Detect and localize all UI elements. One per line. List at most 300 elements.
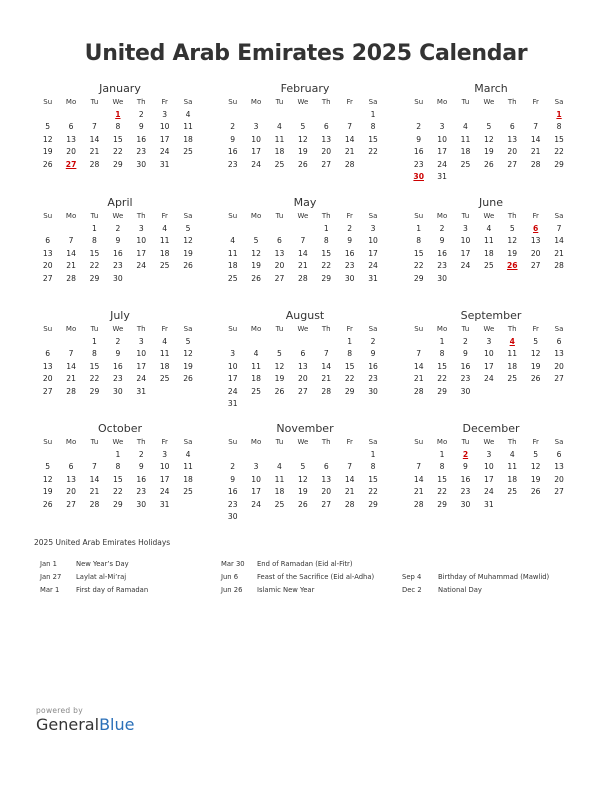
day-cell[interactable]: 17 bbox=[136, 361, 147, 371]
day-cell[interactable]: 19 bbox=[298, 487, 308, 496]
day-cell[interactable]: 21 bbox=[344, 487, 355, 496]
day-cell[interactable]: 25 bbox=[227, 273, 238, 283]
day-cell[interactable]: 10 bbox=[136, 349, 147, 358]
day-cell[interactable]: 22 bbox=[437, 374, 447, 383]
day-cell[interactable]: 29 bbox=[344, 386, 355, 396]
day-cell[interactable]: 24 bbox=[136, 261, 147, 270]
day-cell[interactable]: 16 bbox=[460, 361, 471, 371]
day-cell[interactable]: 3 bbox=[463, 223, 468, 233]
day-cell[interactable]: 10 bbox=[227, 361, 238, 371]
day-cell[interactable]: 6 bbox=[68, 462, 74, 471]
day-cell[interactable]: 23 bbox=[413, 159, 424, 169]
day-cell[interactable]: 6 bbox=[45, 349, 51, 358]
day-cell[interactable]: 8 bbox=[439, 462, 445, 471]
day-cell[interactable]: 6 bbox=[556, 449, 562, 459]
day-cell[interactable]: 1 bbox=[416, 223, 422, 233]
day-cell[interactable]: 25 bbox=[460, 159, 471, 169]
day-cell[interactable]: 19 bbox=[42, 487, 53, 496]
day-cell[interactable]: 20 bbox=[554, 361, 564, 371]
day-cell[interactable]: 4 bbox=[277, 122, 282, 131]
day-cell[interactable]: 9 bbox=[439, 236, 445, 245]
day-cell[interactable]: 21 bbox=[344, 147, 355, 156]
day-cell[interactable]: 11 bbox=[274, 134, 285, 144]
day-cell[interactable]: 19 bbox=[507, 248, 518, 258]
day-cell[interactable]: 20 bbox=[42, 261, 53, 270]
day-cell[interactable]: 9 bbox=[138, 462, 144, 471]
day-cell[interactable]: 30 bbox=[344, 273, 355, 283]
day-cell[interactable]: 2 bbox=[230, 122, 236, 131]
day-cell[interactable]: 17 bbox=[437, 147, 447, 156]
day-cell[interactable]: 16 bbox=[113, 248, 123, 258]
day-cell[interactable]: 4 bbox=[509, 449, 515, 459]
day-cell[interactable]: 17 bbox=[159, 134, 170, 144]
day-cell[interactable]: 18 bbox=[274, 487, 285, 496]
day-cell[interactable]: 29 bbox=[368, 499, 378, 509]
day-cell[interactable]: 26 bbox=[42, 159, 53, 169]
day-cell[interactable]: 19 bbox=[530, 474, 541, 484]
day-cell[interactable]: 17 bbox=[484, 361, 494, 371]
day-cell[interactable]: 25 bbox=[183, 487, 193, 496]
day-cell[interactable]: 16 bbox=[136, 134, 147, 144]
day-cell[interactable]: 1 bbox=[370, 109, 376, 119]
day-cell[interactable]: 26 bbox=[42, 499, 53, 509]
day-cell[interactable]: 15 bbox=[437, 474, 447, 484]
day-cell[interactable]: 2 bbox=[230, 462, 236, 471]
day-cell[interactable]: 8 bbox=[556, 122, 562, 131]
day-cell[interactable]: 4 bbox=[185, 109, 191, 119]
day-cell[interactable]: 2 bbox=[416, 122, 422, 131]
day-cell[interactable]: 21 bbox=[321, 374, 332, 383]
day-cell[interactable]: 15 bbox=[554, 134, 564, 144]
day-cell[interactable]: 31 bbox=[227, 399, 238, 408]
day-cell[interactable]: 9 bbox=[463, 349, 468, 358]
day-cell[interactable]: 2 bbox=[463, 336, 468, 346]
day-cell[interactable]: 1 bbox=[439, 336, 445, 346]
day-cell[interactable]: 18 bbox=[251, 374, 261, 383]
day-cell[interactable]: 15 bbox=[368, 134, 378, 144]
day-cell[interactable]: 29 bbox=[321, 273, 332, 283]
day-cell[interactable]: 4 bbox=[230, 236, 236, 245]
day-cell[interactable]: 16 bbox=[136, 474, 147, 484]
day-cell[interactable]: 12 bbox=[183, 349, 193, 358]
day-cell[interactable]: 19 bbox=[183, 361, 193, 371]
day-cell[interactable]: 11 bbox=[251, 361, 261, 371]
day-cell[interactable]: 8 bbox=[92, 349, 97, 358]
day-cell[interactable]: 8 bbox=[370, 462, 376, 471]
day-cell[interactable]: 2 bbox=[115, 223, 121, 233]
day-cell[interactable]: 18 bbox=[227, 261, 238, 270]
day-cell[interactable]: 7 bbox=[416, 349, 422, 358]
holiday-day-cell[interactable]: 6 bbox=[533, 223, 539, 233]
day-cell[interactable]: 23 bbox=[460, 487, 471, 496]
day-cell[interactable]: 5 bbox=[300, 462, 306, 471]
day-cell[interactable]: 3 bbox=[162, 449, 168, 459]
day-cell[interactable]: 27 bbox=[66, 499, 76, 509]
day-cell[interactable]: 16 bbox=[113, 361, 123, 371]
day-cell[interactable]: 5 bbox=[486, 122, 492, 131]
day-cell[interactable]: 5 bbox=[45, 462, 51, 471]
day-cell[interactable]: 28 bbox=[66, 273, 76, 283]
day-cell[interactable]: 18 bbox=[159, 361, 170, 371]
holiday-day-cell[interactable]: 1 bbox=[556, 109, 562, 119]
day-cell[interactable]: 22 bbox=[437, 487, 447, 496]
day-cell[interactable]: 4 bbox=[253, 349, 259, 358]
day-cell[interactable]: 4 bbox=[463, 122, 468, 131]
day-cell[interactable]: 22 bbox=[368, 147, 378, 156]
day-cell[interactable]: 20 bbox=[42, 374, 53, 383]
day-cell[interactable]: 6 bbox=[277, 236, 282, 245]
day-cell[interactable]: 30 bbox=[437, 273, 447, 283]
day-cell[interactable]: 16 bbox=[227, 147, 238, 156]
day-cell[interactable]: 27 bbox=[298, 386, 308, 396]
day-cell[interactable]: 15 bbox=[368, 474, 378, 484]
day-cell[interactable]: 11 bbox=[507, 462, 518, 471]
day-cell[interactable]: 28 bbox=[413, 386, 424, 396]
day-cell[interactable]: 13 bbox=[321, 134, 332, 144]
day-cell[interactable]: 3 bbox=[439, 122, 445, 131]
day-cell[interactable]: 21 bbox=[89, 147, 100, 156]
day-cell[interactable]: 24 bbox=[484, 487, 494, 496]
day-cell[interactable]: 3 bbox=[138, 223, 144, 233]
day-cell[interactable]: 7 bbox=[92, 462, 97, 471]
day-cell[interactable]: 3 bbox=[162, 109, 168, 119]
day-cell[interactable]: 6 bbox=[323, 122, 329, 131]
day-cell[interactable]: 23 bbox=[460, 374, 471, 383]
day-cell[interactable]: 23 bbox=[368, 374, 378, 383]
day-cell[interactable]: 29 bbox=[437, 386, 447, 396]
day-cell[interactable]: 21 bbox=[89, 487, 100, 496]
day-cell[interactable]: 8 bbox=[416, 236, 422, 245]
day-cell[interactable]: 11 bbox=[484, 236, 494, 245]
day-cell[interactable]: 13 bbox=[66, 474, 76, 484]
day-cell[interactable]: 7 bbox=[300, 236, 306, 245]
day-cell[interactable]: 1 bbox=[439, 449, 445, 459]
day-cell[interactable]: 12 bbox=[183, 236, 193, 245]
day-cell[interactable]: 20 bbox=[298, 374, 308, 383]
day-cell[interactable]: 29 bbox=[113, 499, 123, 509]
day-cell[interactable]: 25 bbox=[507, 374, 518, 383]
day-cell[interactable]: 26 bbox=[251, 273, 261, 283]
day-cell[interactable]: 12 bbox=[42, 474, 53, 484]
day-cell[interactable]: 24 bbox=[136, 374, 147, 383]
day-cell[interactable]: 2 bbox=[439, 223, 445, 233]
day-cell[interactable]: 16 bbox=[344, 248, 355, 258]
day-cell[interactable]: 12 bbox=[530, 462, 541, 471]
day-cell[interactable]: 21 bbox=[298, 261, 308, 270]
day-cell[interactable]: 10 bbox=[159, 122, 170, 131]
day-cell[interactable]: 24 bbox=[484, 374, 494, 383]
day-cell[interactable]: 24 bbox=[159, 147, 170, 156]
day-cell[interactable]: 26 bbox=[298, 159, 308, 169]
day-cell[interactable]: 27 bbox=[274, 273, 285, 283]
day-cell[interactable]: 28 bbox=[554, 261, 564, 270]
day-cell[interactable]: 15 bbox=[113, 134, 123, 144]
day-cell[interactable]: 29 bbox=[89, 273, 100, 283]
day-cell[interactable]: 3 bbox=[138, 336, 144, 346]
day-cell[interactable]: 8 bbox=[115, 122, 121, 131]
day-cell[interactable]: 16 bbox=[437, 248, 447, 258]
day-cell[interactable]: 3 bbox=[370, 223, 376, 233]
day-cell[interactable]: 7 bbox=[533, 122, 539, 131]
day-cell[interactable]: 13 bbox=[507, 134, 518, 144]
day-cell[interactable]: 12 bbox=[484, 134, 494, 144]
day-cell[interactable]: 21 bbox=[413, 374, 424, 383]
day-cell[interactable]: 27 bbox=[554, 487, 564, 496]
day-cell[interactable]: 14 bbox=[530, 134, 541, 144]
day-cell[interactable]: 21 bbox=[554, 248, 564, 258]
day-cell[interactable]: 31 bbox=[484, 499, 494, 509]
day-cell[interactable]: 10 bbox=[136, 236, 147, 245]
day-cell[interactable]: 15 bbox=[413, 248, 424, 258]
day-cell[interactable]: 7 bbox=[92, 122, 97, 131]
day-cell[interactable]: 4 bbox=[162, 223, 168, 233]
day-cell[interactable]: 20 bbox=[554, 474, 564, 484]
day-cell[interactable]: 30 bbox=[113, 273, 123, 283]
day-cell[interactable]: 2 bbox=[347, 223, 353, 233]
day-cell[interactable]: 20 bbox=[66, 147, 76, 156]
day-cell[interactable]: 30 bbox=[136, 499, 147, 509]
day-cell[interactable]: 4 bbox=[277, 462, 282, 471]
day-cell[interactable]: 22 bbox=[89, 374, 100, 383]
day-cell[interactable]: 16 bbox=[413, 147, 424, 156]
day-cell[interactable]: 18 bbox=[274, 147, 285, 156]
day-cell[interactable]: 9 bbox=[347, 236, 353, 245]
day-cell[interactable]: 15 bbox=[89, 361, 100, 371]
holiday-day-cell[interactable]: 26 bbox=[506, 261, 518, 270]
day-cell[interactable]: 5 bbox=[509, 223, 515, 233]
day-cell[interactable]: 30 bbox=[460, 386, 471, 396]
day-cell[interactable]: 24 bbox=[437, 159, 447, 169]
day-cell[interactable]: 13 bbox=[554, 462, 564, 471]
day-cell[interactable]: 13 bbox=[530, 236, 541, 245]
day-cell[interactable]: 4 bbox=[162, 336, 168, 346]
day-cell[interactable]: 17 bbox=[159, 474, 170, 484]
day-cell[interactable]: 3 bbox=[486, 336, 492, 346]
day-cell[interactable]: 23 bbox=[227, 159, 238, 169]
day-cell[interactable]: 26 bbox=[183, 261, 193, 270]
day-cell[interactable]: 5 bbox=[277, 349, 282, 358]
day-cell[interactable]: 13 bbox=[554, 349, 564, 358]
day-cell[interactable]: 24 bbox=[251, 159, 261, 169]
day-cell[interactable]: 28 bbox=[344, 499, 355, 509]
day-cell[interactable]: 11 bbox=[507, 349, 518, 358]
day-cell[interactable]: 15 bbox=[321, 248, 332, 258]
day-cell[interactable]: 22 bbox=[113, 147, 123, 156]
day-cell[interactable]: 27 bbox=[507, 159, 518, 169]
day-cell[interactable]: 1 bbox=[92, 223, 97, 233]
day-cell[interactable]: 23 bbox=[227, 499, 238, 509]
day-cell[interactable]: 27 bbox=[321, 159, 332, 169]
day-cell[interactable]: 7 bbox=[347, 122, 353, 131]
day-cell[interactable]: 23 bbox=[113, 261, 123, 270]
day-cell[interactable]: 6 bbox=[556, 336, 562, 346]
day-cell[interactable]: 28 bbox=[66, 386, 76, 396]
day-cell[interactable]: 25 bbox=[274, 159, 285, 169]
day-cell[interactable]: 3 bbox=[253, 122, 259, 131]
day-cell[interactable]: 24 bbox=[227, 386, 238, 396]
day-cell[interactable]: 5 bbox=[300, 122, 306, 131]
day-cell[interactable]: 24 bbox=[460, 261, 471, 270]
day-cell[interactable]: 27 bbox=[42, 386, 53, 396]
day-cell[interactable]: 1 bbox=[370, 449, 376, 459]
day-cell[interactable]: 11 bbox=[183, 462, 193, 471]
day-cell[interactable]: 22 bbox=[368, 487, 378, 496]
day-cell[interactable]: 11 bbox=[159, 349, 170, 358]
day-cell[interactable]: 8 bbox=[370, 122, 376, 131]
day-cell[interactable]: 23 bbox=[136, 147, 147, 156]
day-cell[interactable]: 11 bbox=[274, 474, 285, 484]
day-cell[interactable]: 10 bbox=[159, 462, 170, 471]
day-cell[interactable]: 8 bbox=[92, 236, 97, 245]
day-cell[interactable]: 12 bbox=[251, 248, 261, 258]
day-cell[interactable]: 20 bbox=[274, 261, 285, 270]
day-cell[interactable]: 31 bbox=[159, 499, 170, 509]
day-cell[interactable]: 9 bbox=[370, 349, 376, 358]
day-cell[interactable]: 16 bbox=[460, 474, 471, 484]
day-cell[interactable]: 15 bbox=[113, 474, 123, 484]
day-cell[interactable]: 23 bbox=[437, 261, 447, 270]
day-cell[interactable]: 6 bbox=[68, 122, 74, 131]
day-cell[interactable]: 13 bbox=[321, 474, 332, 484]
day-cell[interactable]: 6 bbox=[323, 462, 329, 471]
day-cell[interactable]: 13 bbox=[66, 134, 76, 144]
day-cell[interactable]: 28 bbox=[298, 273, 308, 283]
day-cell[interactable]: 25 bbox=[251, 386, 261, 396]
day-cell[interactable]: 20 bbox=[321, 487, 332, 496]
day-cell[interactable]: 9 bbox=[230, 474, 236, 484]
day-cell[interactable]: 15 bbox=[437, 361, 447, 371]
day-cell[interactable]: 5 bbox=[253, 236, 259, 245]
day-cell[interactable]: 12 bbox=[274, 361, 285, 371]
day-cell[interactable]: 13 bbox=[42, 361, 53, 371]
day-cell[interactable]: 6 bbox=[45, 236, 51, 245]
day-cell[interactable]: 18 bbox=[183, 134, 193, 144]
day-cell[interactable]: 18 bbox=[507, 474, 518, 484]
day-cell[interactable]: 10 bbox=[251, 474, 261, 484]
day-cell[interactable]: 22 bbox=[89, 261, 100, 270]
day-cell[interactable]: 18 bbox=[460, 147, 471, 156]
day-cell[interactable]: 14 bbox=[344, 134, 355, 144]
day-cell[interactable]: 6 bbox=[300, 349, 306, 358]
day-cell[interactable]: 19 bbox=[298, 147, 308, 156]
day-cell[interactable]: 23 bbox=[136, 487, 147, 496]
day-cell[interactable]: 14 bbox=[66, 248, 76, 258]
day-cell[interactable]: 29 bbox=[113, 159, 123, 169]
day-cell[interactable]: 25 bbox=[159, 374, 170, 383]
day-cell[interactable]: 17 bbox=[251, 487, 261, 496]
day-cell[interactable]: 27 bbox=[554, 374, 564, 383]
day-cell[interactable]: 15 bbox=[89, 248, 100, 258]
day-cell[interactable]: 25 bbox=[274, 499, 285, 509]
day-cell[interactable]: 9 bbox=[115, 349, 121, 358]
day-cell[interactable]: 22 bbox=[321, 261, 332, 270]
day-cell[interactable]: 24 bbox=[368, 261, 378, 270]
day-cell[interactable]: 7 bbox=[68, 349, 74, 358]
day-cell[interactable]: 10 bbox=[484, 462, 494, 471]
day-cell[interactable]: 3 bbox=[230, 349, 236, 358]
day-cell[interactable]: 18 bbox=[507, 361, 518, 371]
day-cell[interactable]: 13 bbox=[42, 248, 53, 258]
day-cell[interactable]: 18 bbox=[183, 474, 193, 484]
day-cell[interactable]: 13 bbox=[274, 248, 285, 258]
day-cell[interactable]: 5 bbox=[533, 449, 539, 459]
day-cell[interactable]: 28 bbox=[530, 159, 541, 169]
day-cell[interactable]: 28 bbox=[89, 159, 100, 169]
day-cell[interactable]: 12 bbox=[507, 236, 518, 245]
day-cell[interactable]: 25 bbox=[159, 261, 170, 270]
day-cell[interactable]: 23 bbox=[344, 261, 355, 270]
day-cell[interactable]: 12 bbox=[298, 474, 308, 484]
day-cell[interactable]: 8 bbox=[115, 462, 121, 471]
holiday-day-cell[interactable]: 30 bbox=[413, 172, 424, 181]
day-cell[interactable]: 29 bbox=[554, 159, 564, 169]
day-cell[interactable]: 2 bbox=[115, 336, 121, 346]
day-cell[interactable]: 12 bbox=[42, 134, 53, 144]
day-cell[interactable]: 27 bbox=[321, 499, 332, 509]
day-cell[interactable]: 23 bbox=[113, 374, 123, 383]
day-cell[interactable]: 13 bbox=[298, 361, 308, 371]
day-cell[interactable]: 8 bbox=[347, 349, 353, 358]
day-cell[interactable]: 24 bbox=[251, 499, 261, 509]
day-cell[interactable]: 16 bbox=[227, 487, 238, 496]
day-cell[interactable]: 25 bbox=[183, 147, 193, 156]
day-cell[interactable]: 7 bbox=[416, 462, 422, 471]
day-cell[interactable]: 10 bbox=[460, 236, 471, 245]
day-cell[interactable]: 19 bbox=[183, 248, 193, 258]
day-cell[interactable]: 1 bbox=[92, 336, 97, 346]
day-cell[interactable]: 20 bbox=[321, 147, 332, 156]
day-cell[interactable]: 9 bbox=[230, 134, 236, 144]
day-cell[interactable]: 27 bbox=[42, 273, 53, 283]
day-cell[interactable]: 11 bbox=[460, 134, 471, 144]
day-cell[interactable]: 26 bbox=[183, 374, 193, 383]
day-cell[interactable]: 9 bbox=[115, 236, 121, 245]
day-cell[interactable]: 14 bbox=[66, 361, 76, 371]
day-cell[interactable]: 29 bbox=[437, 499, 447, 509]
day-cell[interactable]: 26 bbox=[484, 159, 494, 169]
day-cell[interactable]: 7 bbox=[323, 349, 329, 358]
day-cell[interactable]: 30 bbox=[136, 159, 147, 169]
day-cell[interactable]: 2 bbox=[138, 109, 144, 119]
day-cell[interactable]: 7 bbox=[556, 223, 562, 233]
day-cell[interactable]: 21 bbox=[66, 374, 76, 383]
day-cell[interactable]: 7 bbox=[347, 462, 353, 471]
day-cell[interactable]: 28 bbox=[344, 159, 355, 169]
day-cell[interactable]: 21 bbox=[413, 487, 424, 496]
day-cell[interactable]: 25 bbox=[507, 487, 518, 496]
day-cell[interactable]: 28 bbox=[413, 499, 424, 509]
day-cell[interactable]: 15 bbox=[344, 361, 355, 371]
day-cell[interactable]: 4 bbox=[185, 449, 191, 459]
day-cell[interactable]: 11 bbox=[227, 248, 238, 258]
day-cell[interactable]: 1 bbox=[347, 336, 353, 346]
day-cell[interactable]: 30 bbox=[113, 386, 123, 396]
day-cell[interactable]: 3 bbox=[486, 449, 492, 459]
day-cell[interactable]: 26 bbox=[530, 487, 541, 496]
day-cell[interactable]: 3 bbox=[253, 462, 259, 471]
day-cell[interactable]: 14 bbox=[89, 134, 100, 144]
day-cell[interactable]: 10 bbox=[484, 349, 494, 358]
day-cell[interactable]: 22 bbox=[344, 374, 355, 383]
day-cell[interactable]: 26 bbox=[274, 386, 285, 396]
day-cell[interactable]: 25 bbox=[484, 261, 494, 270]
day-cell[interactable]: 26 bbox=[530, 374, 541, 383]
day-cell[interactable]: 9 bbox=[416, 134, 422, 144]
holiday-day-cell[interactable]: 2 bbox=[462, 449, 469, 459]
day-cell[interactable]: 17 bbox=[460, 248, 471, 258]
day-cell[interactable]: 19 bbox=[530, 361, 541, 371]
day-cell[interactable]: 30 bbox=[460, 499, 471, 509]
